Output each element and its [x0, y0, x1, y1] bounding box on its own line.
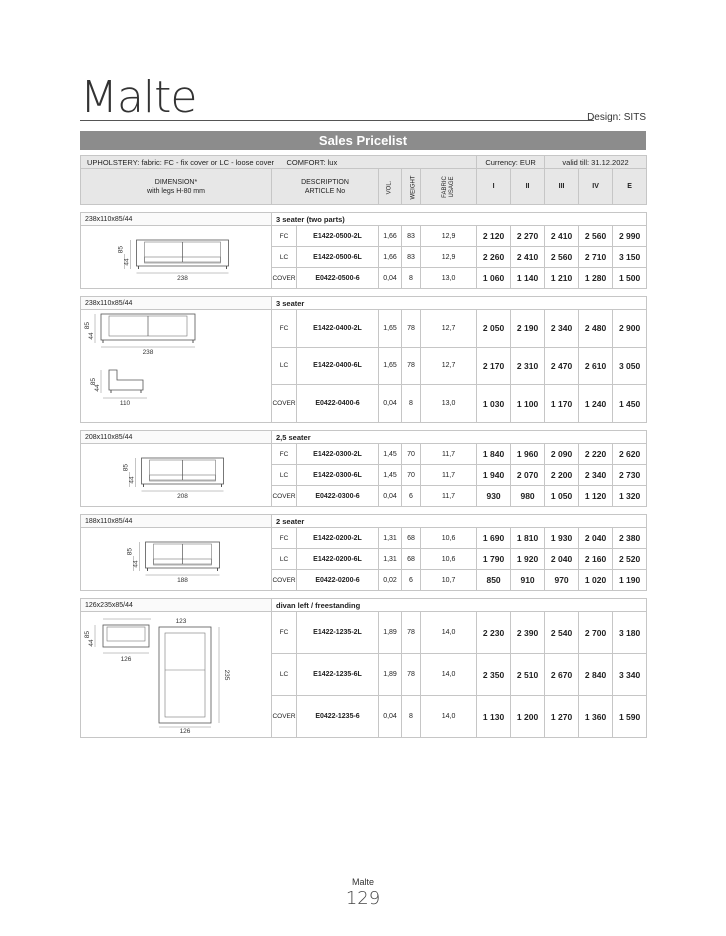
- price-cell: 2 510: [511, 654, 545, 696]
- col-weight: [402, 169, 421, 205]
- col-weight-label: WEIGHT: [410, 175, 417, 199]
- seat-height-label: 44: [132, 560, 140, 568]
- section-title: 2 seater: [272, 515, 647, 528]
- width-label: 238: [177, 275, 188, 282]
- col-group-i: I: [477, 169, 511, 205]
- col-fabric-label-1: FABRIC: [441, 175, 448, 198]
- seat-height-label: 44: [123, 258, 131, 266]
- fabric-usage: 13,0: [421, 268, 477, 289]
- price-cell: 1 790: [477, 549, 511, 570]
- section-gap: [81, 205, 647, 213]
- weight: 68: [402, 549, 421, 570]
- price-cell: 850: [477, 570, 511, 591]
- volume: 0,04: [379, 486, 402, 507]
- weight: 6: [402, 570, 421, 591]
- weight: 6: [402, 486, 421, 507]
- price-cell: 1 810: [511, 528, 545, 549]
- table-row: [81, 310, 647, 348]
- col-dimension: [81, 169, 272, 205]
- article-number: E0422-0200-6: [297, 570, 379, 591]
- table-row: [81, 612, 647, 654]
- price-cell: 1 030: [477, 385, 511, 423]
- fabric-usage: 14,0: [421, 654, 477, 696]
- price-cell: 1 060: [477, 268, 511, 289]
- volume: 0,04: [379, 385, 402, 423]
- price-cell: 1 450: [613, 385, 647, 423]
- volume: 1,45: [379, 444, 402, 465]
- price-cell: 1 320: [613, 486, 647, 507]
- volume: 1,65: [379, 347, 402, 385]
- price-cell: 2 160: [579, 549, 613, 570]
- price-cell: 1 170: [545, 385, 579, 423]
- price-cell: 2 390: [511, 612, 545, 654]
- col-dimension-label: DIMENSION*: [154, 178, 198, 186]
- width-label: 238: [142, 349, 154, 356]
- weight: 70: [402, 465, 421, 486]
- col-article-label: ARTICLE No: [304, 187, 346, 195]
- price-cell: 2 560: [545, 247, 579, 268]
- price-cell: 2 560: [579, 226, 613, 247]
- price-cell: 2 040: [545, 549, 579, 570]
- upholstery-text: UPHOLSTERY: fabric: FC - fix cover or LC - loose cover: [87, 157, 274, 167]
- cover-type: LC: [272, 654, 297, 696]
- weight: 8: [402, 268, 421, 289]
- table-row: [81, 226, 647, 247]
- price-cell: 1 210: [545, 268, 579, 289]
- volume: 0,04: [379, 696, 402, 738]
- product-drawing: [81, 444, 272, 507]
- article-number: E1422-1235-2L: [297, 612, 379, 654]
- price-cell: 2 070: [511, 465, 545, 486]
- article-number: E1422-0400-6L: [297, 347, 379, 385]
- price-cell: 3 180: [613, 612, 647, 654]
- section-title: divan left / freestanding: [272, 599, 647, 612]
- fabric-usage: 10,7: [421, 570, 477, 591]
- price-cell: 1 020: [579, 570, 613, 591]
- fabric-usage: 10,6: [421, 528, 477, 549]
- price-cell: 1 690: [477, 528, 511, 549]
- price-cell: 2 540: [545, 612, 579, 654]
- price-cell: 1 120: [579, 486, 613, 507]
- col-group-iii: III: [545, 169, 579, 205]
- sofa-drawing: [81, 310, 272, 420]
- price-cell: 2 620: [613, 444, 647, 465]
- col-vol-label: VOL.: [386, 180, 393, 194]
- price-cell: 3 050: [613, 347, 647, 385]
- price-cell: 1 920: [511, 549, 545, 570]
- width-label: 208: [177, 493, 188, 500]
- designer-label: Design: SITS: [587, 112, 646, 123]
- section-title: 3 seater: [272, 297, 647, 310]
- seat-height-label: 44: [88, 332, 95, 340]
- header-rule: [80, 120, 594, 121]
- price-cell: 1 190: [613, 570, 647, 591]
- section-gap: [81, 507, 647, 515]
- price-cell: 2 380: [613, 528, 647, 549]
- article-number: E1422-0500-2L: [297, 226, 379, 247]
- fabric-usage: 11,7: [421, 444, 477, 465]
- fabric-usage: 12,7: [421, 347, 477, 385]
- cover-type: LC: [272, 347, 297, 385]
- weight: 70: [402, 444, 421, 465]
- section-title: 3 seater (two parts): [272, 213, 647, 226]
- footer-name: Malte: [351, 877, 374, 887]
- price-cell: 3 340: [613, 654, 647, 696]
- price-cell: 1 930: [545, 528, 579, 549]
- col-vol: [379, 169, 402, 205]
- article-number: E1422-0300-2L: [297, 444, 379, 465]
- weight: 8: [402, 385, 421, 423]
- price-cell: 1 500: [613, 268, 647, 289]
- col-fabric-label: [442, 176, 456, 198]
- article-number: E1422-0200-2L: [297, 528, 379, 549]
- width-label: 188: [177, 577, 188, 584]
- height-label: 85: [126, 548, 134, 556]
- price-cell: 980: [511, 486, 545, 507]
- price-cell: 1 360: [579, 696, 613, 738]
- brand-title: Malte: [80, 72, 197, 123]
- price-cell: 1 100: [511, 385, 545, 423]
- section-gap: [81, 289, 647, 297]
- cover-type: COVER: [272, 385, 297, 423]
- article-number: E0422-0500-6: [297, 268, 379, 289]
- col-description-label: DESCRIPTION: [301, 178, 349, 186]
- price-cell: 1 940: [477, 465, 511, 486]
- article-number: E0422-0400-6: [297, 385, 379, 423]
- cover-type: COVER: [272, 570, 297, 591]
- comfort-text: COMFORT: lux: [286, 157, 338, 167]
- info-upholstery: [81, 156, 477, 169]
- section-gap: [81, 591, 647, 599]
- sofa-drawing: [81, 528, 272, 588]
- weight: 78: [402, 654, 421, 696]
- fabric-usage: 13,0: [421, 385, 477, 423]
- price-cell: 2 670: [545, 654, 579, 696]
- price-cell: 2 470: [545, 347, 579, 385]
- price-cell: 1 200: [511, 696, 545, 738]
- col-group-e: E: [613, 169, 647, 205]
- side-height-label: 85: [90, 378, 97, 386]
- volume: 0,02: [379, 570, 402, 591]
- cover-type: FC: [272, 528, 297, 549]
- cover-type: COVER: [272, 486, 297, 507]
- price-cell: 1 280: [579, 268, 613, 289]
- price-cell: 2 190: [511, 310, 545, 348]
- valid-cell: valid till: 31.12.2022: [545, 156, 647, 169]
- info-row: [81, 156, 647, 169]
- article-number: E1422-0200-6L: [297, 549, 379, 570]
- product-drawing: [81, 528, 272, 591]
- divan-drawing: [81, 615, 272, 733]
- cover-type: FC: [272, 310, 297, 348]
- price-cell: 2 220: [579, 444, 613, 465]
- price-cell: 1 240: [579, 385, 613, 423]
- price-cell: 2 340: [579, 465, 613, 486]
- volume: 1,89: [379, 654, 402, 696]
- fabric-usage: 14,0: [421, 696, 477, 738]
- product-drawing: [81, 612, 272, 738]
- cover-type: FC: [272, 612, 297, 654]
- section-dimension: 188x110x85/44: [81, 515, 272, 528]
- side-seat-height-label: 44: [94, 384, 101, 392]
- col-description: [272, 169, 379, 205]
- table-row: [81, 444, 647, 465]
- section-dimension: 126x235x85/44: [81, 599, 272, 612]
- height-label: 85: [84, 630, 91, 638]
- bottom-width-label: 126: [179, 727, 191, 733]
- price-cell: 1 050: [545, 486, 579, 507]
- price-cell: 2 090: [545, 444, 579, 465]
- section-dimension: 238x110x85/44: [81, 213, 272, 226]
- weight: 83: [402, 247, 421, 268]
- volume: 1,31: [379, 528, 402, 549]
- section-header: [81, 431, 647, 444]
- article-number: E1422-0400-2L: [297, 310, 379, 348]
- cover-type: LC: [272, 247, 297, 268]
- article-number: E1422-0500-6L: [297, 247, 379, 268]
- section-gap: [81, 423, 647, 431]
- depth-label: 110: [119, 400, 131, 407]
- price-cell: 2 700: [579, 612, 613, 654]
- page-footer: [0, 877, 726, 909]
- price-cell: 970: [545, 570, 579, 591]
- currency-cell: Currency: EUR: [477, 156, 545, 169]
- price-cell: 3 150: [613, 247, 647, 268]
- fabric-usage: 14,0: [421, 612, 477, 654]
- sales-pricelist-banner: Sales Pricelist: [80, 131, 646, 150]
- col-fabric: [421, 169, 477, 205]
- weight: 68: [402, 528, 421, 549]
- col-group-iv: IV: [579, 169, 613, 205]
- price-cell: 2 710: [579, 247, 613, 268]
- section-dimension: 208x110x85/44: [81, 431, 272, 444]
- section-header: [81, 599, 647, 612]
- price-cell: 2 340: [545, 310, 579, 348]
- volume: 1,89: [379, 612, 402, 654]
- seat-height-label: 44: [88, 638, 95, 647]
- price-cell: 2 610: [579, 347, 613, 385]
- price-cell: 930: [477, 486, 511, 507]
- price-cell: 2 840: [579, 654, 613, 696]
- weight: 83: [402, 226, 421, 247]
- price-cell: 1 270: [545, 696, 579, 738]
- article-number: E1422-0300-6L: [297, 465, 379, 486]
- volume: 1,31: [379, 549, 402, 570]
- price-cell: 2 410: [545, 226, 579, 247]
- volume: 0,04: [379, 268, 402, 289]
- cover-type: LC: [272, 465, 297, 486]
- product-drawing: [81, 226, 272, 289]
- col-dimension-sub: with legs H-80 mm: [147, 187, 205, 195]
- page-number: 129: [345, 888, 381, 909]
- price-cell: 2 410: [511, 247, 545, 268]
- price-cell: 2 270: [511, 226, 545, 247]
- section-title: 2,5 seater: [272, 431, 647, 444]
- weight: 78: [402, 310, 421, 348]
- price-cell: 2 520: [613, 549, 647, 570]
- price-sheet: [80, 131, 646, 738]
- cover-type: COVER: [272, 268, 297, 289]
- sofa-drawing: [81, 226, 272, 286]
- section-header: [81, 297, 647, 310]
- volume: 1,65: [379, 310, 402, 348]
- col-group-ii: II: [511, 169, 545, 205]
- fabric-usage: 12,9: [421, 247, 477, 268]
- fabric-usage: 12,9: [421, 226, 477, 247]
- price-cell: 2 990: [613, 226, 647, 247]
- product-drawing: [81, 310, 272, 423]
- price-cell: 2 230: [477, 612, 511, 654]
- fabric-usage: 10,6: [421, 549, 477, 570]
- price-cell: 1 840: [477, 444, 511, 465]
- top-width-label: 123: [175, 617, 187, 625]
- col-fabric-label-2: USAGE: [448, 175, 455, 198]
- price-cell: 910: [511, 570, 545, 591]
- price-table: [80, 155, 647, 738]
- price-cell: 2 310: [511, 347, 545, 385]
- price-cell: 2 040: [579, 528, 613, 549]
- article-number: E0422-0300-6: [297, 486, 379, 507]
- fabric-usage: 11,7: [421, 465, 477, 486]
- volume: 1,45: [379, 465, 402, 486]
- article-number: E1422-1235-6L: [297, 654, 379, 696]
- price-cell: 2 900: [613, 310, 647, 348]
- price-cell: 1 590: [613, 696, 647, 738]
- fabric-usage: 11,7: [421, 486, 477, 507]
- sofa-drawing: [81, 444, 272, 504]
- price-cell: 2 350: [477, 654, 511, 696]
- front-width-label: 126: [120, 655, 132, 663]
- table-row: [81, 528, 647, 549]
- cover-type: COVER: [272, 696, 297, 738]
- cover-type: FC: [272, 444, 297, 465]
- price-cell: 2 480: [579, 310, 613, 348]
- price-cell: 1 130: [477, 696, 511, 738]
- price-cell: 2 730: [613, 465, 647, 486]
- cover-type: FC: [272, 226, 297, 247]
- price-cell: 2 260: [477, 247, 511, 268]
- price-cell: 2 120: [477, 226, 511, 247]
- price-cell: 2 170: [477, 347, 511, 385]
- weight: 8: [402, 696, 421, 738]
- price-cell: 1 140: [511, 268, 545, 289]
- volume: 1,66: [379, 247, 402, 268]
- price-cell: 2 200: [545, 465, 579, 486]
- weight: 78: [402, 347, 421, 385]
- price-cell: 2 050: [477, 310, 511, 348]
- length-label: 235: [223, 669, 230, 680]
- article-number: E0422-1235-6: [297, 696, 379, 738]
- cover-type: LC: [272, 549, 297, 570]
- seat-height-label: 44: [128, 476, 136, 484]
- volume: 1,66: [379, 226, 402, 247]
- column-header-row: [81, 169, 647, 205]
- section-header: [81, 213, 647, 226]
- height-label: 85: [122, 464, 130, 472]
- price-cell: 1 960: [511, 444, 545, 465]
- section-header: [81, 515, 647, 528]
- weight: 78: [402, 612, 421, 654]
- fabric-usage: 12,7: [421, 310, 477, 348]
- height-label: 85: [117, 246, 125, 254]
- height-label: 85: [84, 322, 91, 330]
- section-dimension: 238x110x85/44: [81, 297, 272, 310]
